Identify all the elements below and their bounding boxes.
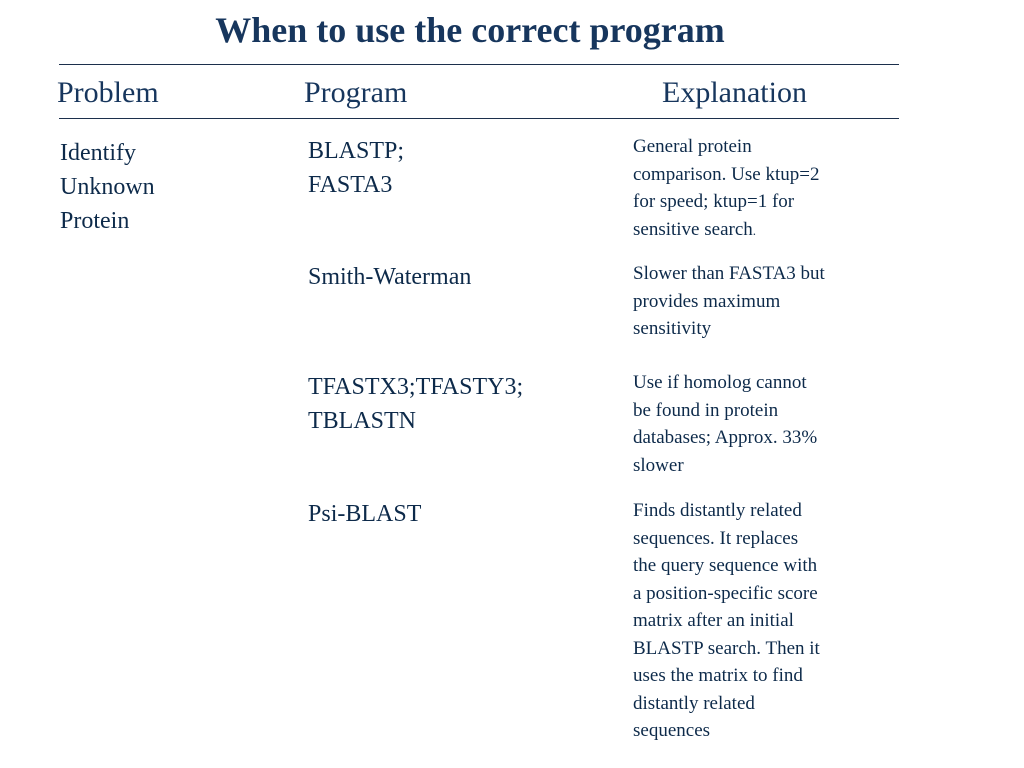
explanation-cell-distant: Finds distantly related sequences. It replaces the query sequence with a position-specific score matrix after an initial BLASTP search. Then it uses the matrix to find distantly related sequences [633,500,820,741]
column-header-program: Program [304,76,408,109]
explanation-cell-homolog: Use if homolog cannot be found in protein databases; Approx. 33% slower [633,372,818,476]
column-header-explanation: Explanation [662,76,807,109]
program-cell-blastp-fasta3: BLASTP; FASTA3 [308,138,405,198]
program-cell-smith-waterman: Smith-Waterman [308,264,472,290]
slide-title: When to use the correct program [215,10,725,50]
problem-cell: Identify Unknown Protein [60,140,155,234]
program-cell-psi-blast: Psi-BLAST [308,501,422,527]
program-cell-tfastx-tblastn: TFASTX3;TFASTY3; TBLASTN [308,374,524,434]
column-header-problem: Problem [57,76,159,109]
explanation-cell-slower: Slower than FASTA3 but provides maximum sensitivity [633,263,825,339]
header-top-rule [59,64,899,65]
explanation-cell-general-protein [633,133,873,244]
explanation-text: General protein comparison. Use ktup=2 for speed; ktup=1 for sensitive search [633,136,820,240]
header-bottom-rule [59,118,899,119]
explanation-period: . [752,222,757,238]
